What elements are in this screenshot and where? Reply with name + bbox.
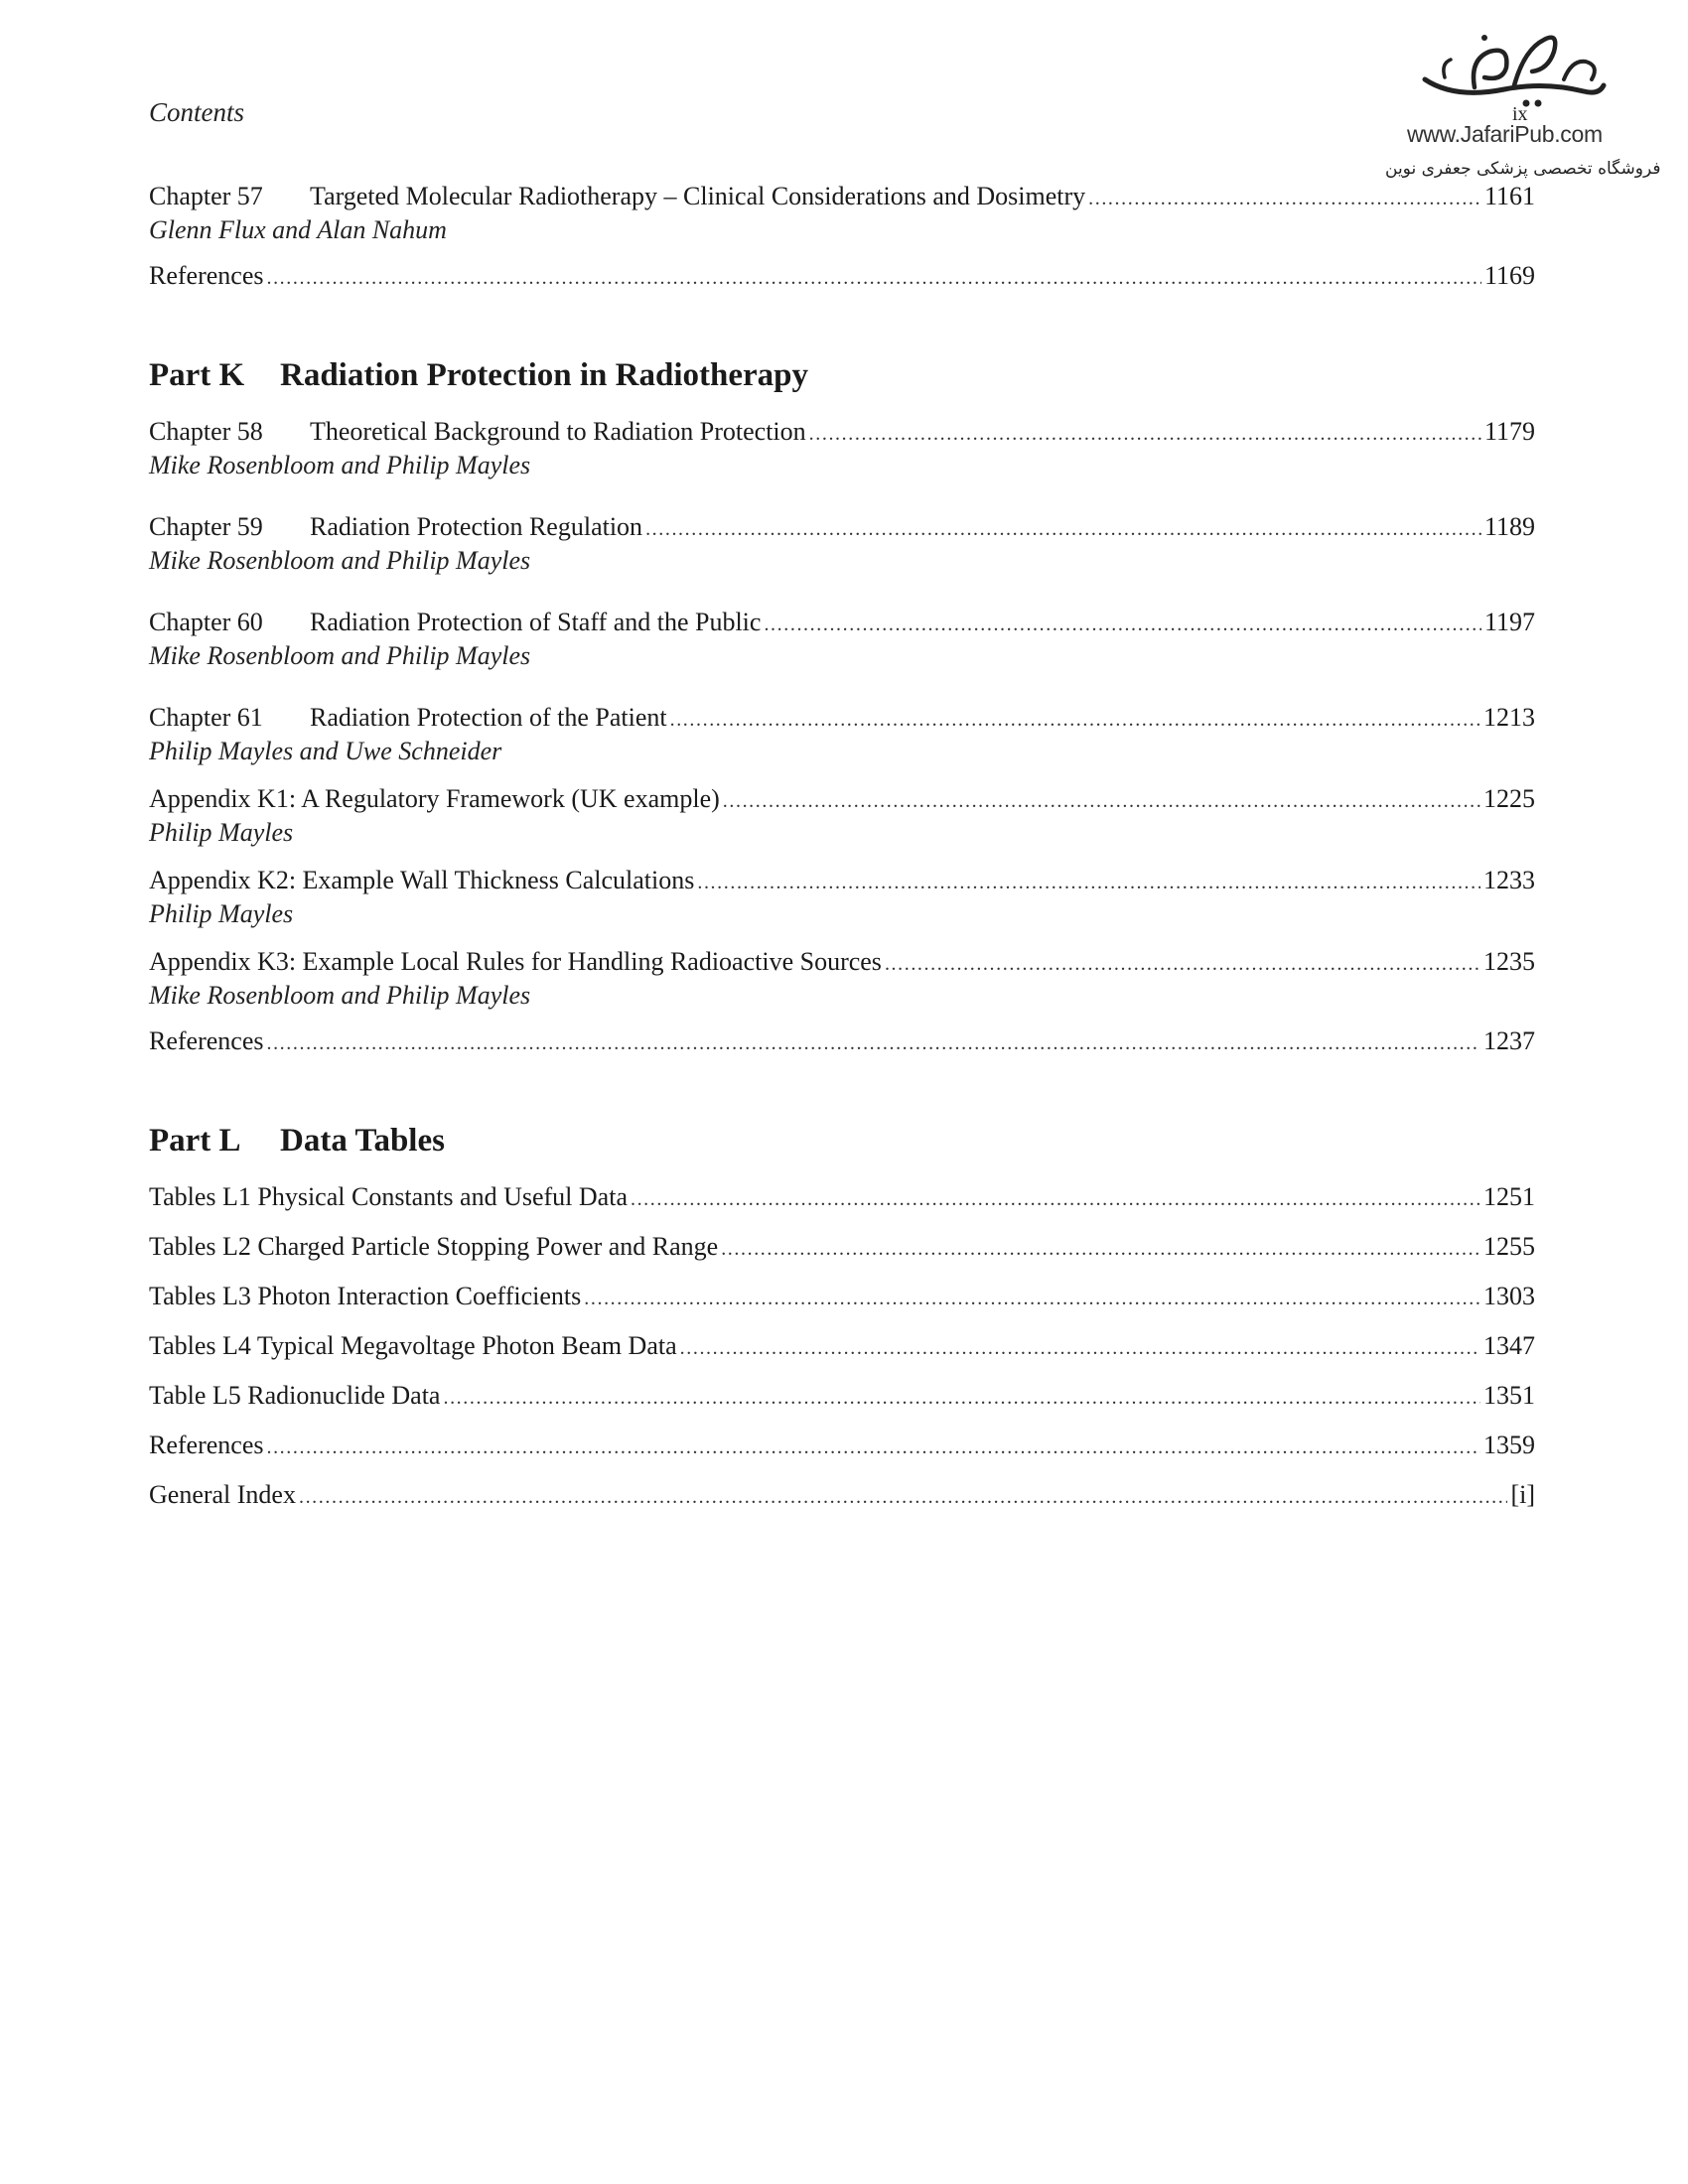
chapter-number: Chapter 58: [149, 417, 263, 446]
appendix-title: Appendix K2: Example Wall Thickness Calculations: [149, 866, 695, 894]
dot-leader: [266, 1027, 1480, 1059]
toc-entry-chapter-58[interactable]: [149, 416, 1535, 481]
chapter-title: Radiation Protection of the Patient: [310, 703, 667, 732]
dot-leader: [670, 704, 1480, 736]
chapter-title: Radiation Protection of Staff and the Public: [310, 608, 762, 636]
dot-leader: [697, 867, 1480, 898]
appendix-title: Appendix K1: A Regulatory Framework (UK example): [149, 784, 720, 813]
page-ref: 1169: [1483, 261, 1535, 290]
chapter-authors: Philip Mayles and Uwe Schneider: [149, 737, 502, 765]
toc-entry-tables-l3[interactable]: [149, 1281, 1535, 1314]
dot-leader: [809, 418, 1481, 450]
page-number: ix: [1512, 103, 1528, 125]
table-of-contents: [149, 175, 1535, 1513]
part-heading-l: [149, 1123, 1535, 1160]
chapter-authors: Mike Rosenbloom and Philip Mayles: [149, 641, 531, 670]
dot-leader: [721, 1233, 1480, 1265]
toc-entry-chapter-59[interactable]: [149, 511, 1535, 577]
dot-leader: [584, 1283, 1480, 1314]
page-ref: 1351: [1483, 1381, 1535, 1410]
part-label: Part K: [149, 357, 245, 393]
appendix-title: Appendix K3: Example Local Rules for Handling Radioactive Sources: [149, 947, 882, 976]
chapter-title: Theoretical Background to Radiation Protection: [310, 417, 806, 446]
dot-leader: [723, 785, 1480, 817]
dot-leader: [266, 1432, 1480, 1463]
appendix-authors: Mike Rosenbloom and Philip Mayles: [149, 981, 531, 1010]
toc-entry-chapter-57[interactable]: [149, 181, 1535, 246]
part-heading-k: [149, 357, 1535, 394]
toc-entry-chapter-61[interactable]: [149, 702, 1535, 767]
entry-title: Tables L1 Physical Constants and Useful Data: [149, 1182, 628, 1211]
watermark-tagline: فروشگاه تخصصی پزشکی جعفری نوین: [1385, 159, 1661, 179]
page-ref: 1359: [1483, 1431, 1535, 1459]
entry-title: Tables L3 Photon Interaction Coefficients: [149, 1282, 582, 1310]
entry-title: References: [149, 1431, 264, 1459]
entry-title: References: [149, 1026, 264, 1055]
part-label: Part L: [149, 1123, 241, 1159]
toc-entry-references-l[interactable]: [149, 1430, 1535, 1463]
page-ref: [i]: [1510, 1480, 1535, 1509]
chapter-title: Radiation Protection Regulation: [310, 512, 643, 541]
toc-entry-references-k[interactable]: [149, 1025, 1535, 1059]
toc-entry-tables-l4[interactable]: [149, 1330, 1535, 1364]
page-ref: 1347: [1483, 1331, 1535, 1360]
entry-title: References: [149, 261, 264, 290]
chapter-number: Chapter 59: [149, 512, 263, 541]
page-ref: 1303: [1483, 1282, 1535, 1310]
running-head: Contents: [149, 97, 245, 127]
page-ref: 1255: [1483, 1232, 1535, 1261]
toc-entry-appendix-k3[interactable]: [149, 946, 1535, 1012]
appendix-authors: Philip Mayles: [149, 818, 294, 847]
page-ref: 1251: [1483, 1182, 1535, 1211]
entry-title: Table L5 Radionuclide Data: [149, 1381, 441, 1410]
chapter-number: Chapter 60: [149, 608, 263, 636]
page-ref: 1225: [1483, 784, 1535, 813]
page-ref: 1237: [1483, 1026, 1535, 1055]
dot-leader: [680, 1332, 1480, 1364]
dot-leader: [764, 609, 1481, 640]
appendix-authors: Philip Mayles: [149, 899, 294, 928]
dot-leader: [1088, 183, 1481, 214]
watermark: [1385, 20, 1663, 189]
dot-leader: [443, 1382, 1480, 1414]
chapter-number: Chapter 61: [149, 703, 263, 732]
toc-entry-tables-l1[interactable]: [149, 1181, 1535, 1215]
chapter-authors: Glenn Flux and Alan Nahum: [149, 215, 447, 244]
page-ref: 1213: [1483, 703, 1535, 732]
page-ref: 1189: [1483, 512, 1535, 541]
entry-title: Tables L2 Charged Particle Stopping Power and Range: [149, 1232, 719, 1261]
entry-title: General Index: [149, 1480, 296, 1509]
chapter-title: Targeted Molecular Radiotherapy – Clinical Considerations and Dosimetry: [310, 182, 1086, 210]
page-ref: 1233: [1483, 866, 1535, 894]
part-title: Data Tables: [280, 1123, 445, 1159]
dot-leader: [885, 948, 1480, 980]
dot-leader: [631, 1183, 1480, 1215]
entry-title: Tables L4 Typical Megavoltage Photon Beam Data: [149, 1331, 677, 1360]
toc-entry-table-l5[interactable]: [149, 1380, 1535, 1414]
watermark-url: www.JafariPub.com: [1407, 121, 1603, 147]
chapter-authors: Mike Rosenbloom and Philip Mayles: [149, 451, 531, 479]
page-ref: 1161: [1483, 182, 1535, 210]
part-title: Radiation Protection in Radiotherapy: [280, 357, 808, 393]
toc-entry-general-index[interactable]: [149, 1479, 1535, 1513]
toc-entry-appendix-k2[interactable]: [149, 865, 1535, 930]
dot-leader: [645, 513, 1481, 545]
page-ref: 1179: [1483, 417, 1535, 446]
toc-entry-references-j[interactable]: [149, 260, 1535, 294]
page-ref: 1197: [1483, 608, 1535, 636]
toc-entry-appendix-k1[interactable]: [149, 783, 1535, 849]
dot-leader: [299, 1481, 1507, 1513]
dot-leader: [266, 262, 1480, 294]
chapter-authors: Mike Rosenbloom and Philip Mayles: [149, 546, 531, 575]
toc-entry-chapter-60[interactable]: [149, 607, 1535, 672]
page-ref: 1235: [1483, 947, 1535, 976]
chapter-number: Chapter 57: [149, 182, 263, 210]
toc-entry-tables-l2[interactable]: [149, 1231, 1535, 1265]
